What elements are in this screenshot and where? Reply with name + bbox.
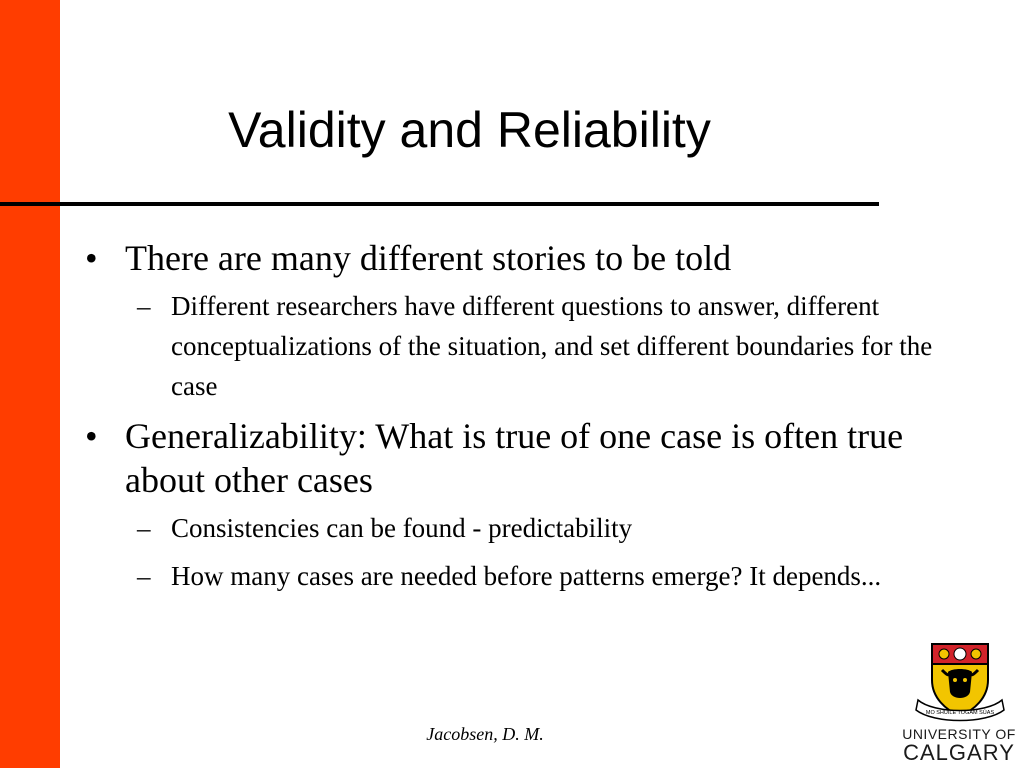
bullet-item (85, 414, 935, 502)
crest-rose-right (971, 649, 981, 659)
slide-body (85, 236, 935, 604)
crest-bull-head (948, 669, 972, 698)
sub-bullet-text: Consistencies can be found - predictability (171, 513, 633, 543)
crest-bull-eye-right (963, 678, 967, 682)
bullet-marker: • (85, 416, 98, 456)
university-crest-icon (914, 640, 1006, 726)
bullet-text: There are many different stories to be told (125, 238, 732, 278)
bullet-item (85, 236, 935, 280)
logo-text-calgary: CALGARY (903, 740, 1015, 765)
sub-bullet-marker: – (137, 513, 151, 543)
author-footer: Jacobsen, D. M. (426, 724, 544, 744)
logo-text-university-of: UNIVERSITY OF (902, 726, 1016, 742)
sub-bullet-marker: – (137, 561, 151, 591)
bullet-marker: • (85, 238, 98, 278)
bullet-text: Generalizability: What is true of one case is often true about other cases (125, 416, 904, 500)
sub-bullet-list (85, 508, 935, 596)
sub-bullet-item (85, 508, 935, 548)
sub-bullet-text: Different researchers have different questions to answer, different conceptualizations of the situation, and set different boundaries for the case (171, 291, 933, 401)
title-divider (0, 202, 879, 206)
sub-bullet-item (85, 556, 935, 596)
sub-bullet-list (85, 286, 935, 406)
crest-bull-eye-left (953, 678, 957, 682)
sub-bullet-item (85, 286, 935, 406)
crest-rose-left (939, 649, 949, 659)
slide-title: Validity and Reliability (228, 102, 711, 158)
sub-bullet-marker: – (137, 291, 151, 321)
crest-rose-center (954, 648, 966, 660)
sub-bullet-text: How many cases are needed before patterns emerge? It depends... (171, 561, 882, 591)
university-logo (900, 640, 1018, 764)
crest-motto-text: MO SHÙILE TOGAM SÚAS (925, 710, 995, 716)
accent-side-bar (0, 0, 60, 768)
